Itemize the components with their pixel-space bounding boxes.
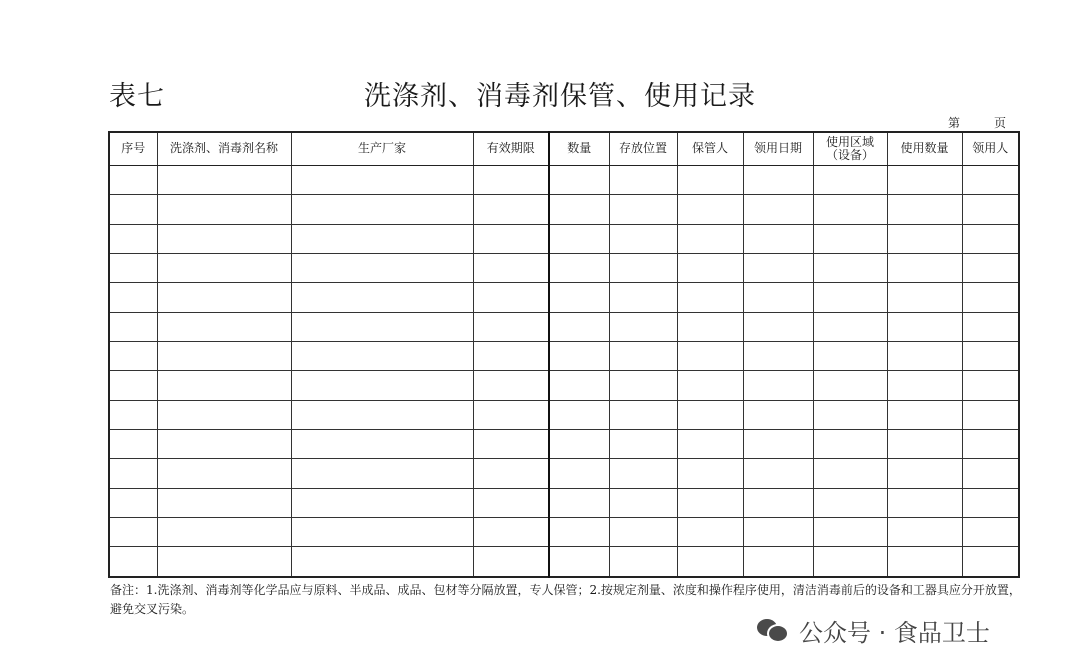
document-title: 洗涤剂、消毒剂保管、使用记录 xyxy=(364,81,756,112)
table-cell[interactable] xyxy=(291,224,473,253)
table-cell[interactable] xyxy=(109,283,157,312)
column-header: 洗涤剂、消毒剂名称 xyxy=(157,132,291,166)
table-cell[interactable] xyxy=(743,254,813,283)
table-cell[interactable] xyxy=(157,547,291,577)
table-cell[interactable] xyxy=(609,166,677,195)
table-cell[interactable] xyxy=(157,224,291,253)
table-cell[interactable] xyxy=(677,371,743,400)
table-cell[interactable] xyxy=(109,342,157,371)
table-cell[interactable] xyxy=(549,342,609,371)
table-cell[interactable] xyxy=(609,312,677,341)
page-number xyxy=(948,114,1006,131)
table-cell[interactable] xyxy=(813,371,887,400)
table-cell[interactable] xyxy=(813,342,887,371)
table-cell[interactable] xyxy=(549,459,609,488)
table-row xyxy=(109,488,1019,517)
table-cell[interactable] xyxy=(962,518,1019,547)
table-cell[interactable] xyxy=(609,371,677,400)
table-cell[interactable] xyxy=(887,459,962,488)
table-cell[interactable] xyxy=(677,430,743,459)
table-cell[interactable] xyxy=(609,342,677,371)
table-cell[interactable] xyxy=(609,459,677,488)
table-row xyxy=(109,518,1019,547)
table-cell[interactable] xyxy=(157,312,291,341)
table-cell[interactable] xyxy=(743,488,813,517)
column-header: 数量 xyxy=(549,132,609,166)
table-cell[interactable] xyxy=(291,488,473,517)
table-cell[interactable] xyxy=(291,195,473,224)
column-header: 保管人 xyxy=(677,132,743,166)
table-cell[interactable] xyxy=(473,518,549,547)
column-header-label: 使用区域 （设备） xyxy=(825,134,874,162)
table-cell[interactable] xyxy=(549,488,609,517)
table-cell[interactable] xyxy=(473,195,549,224)
table-cell[interactable] xyxy=(677,400,743,429)
table-cell[interactable] xyxy=(743,342,813,371)
table-cell[interactable] xyxy=(473,371,549,400)
table-cell[interactable] xyxy=(962,166,1019,195)
table-cell[interactable] xyxy=(109,371,157,400)
table-row xyxy=(109,254,1019,283)
table-cell[interactable] xyxy=(887,547,962,577)
table-cell[interactable] xyxy=(549,371,609,400)
column-header: 存放位置 xyxy=(609,132,677,166)
table-cell[interactable] xyxy=(473,400,549,429)
table-cell[interactable] xyxy=(887,195,962,224)
table-cell[interactable] xyxy=(743,195,813,224)
table-cell[interactable] xyxy=(813,400,887,429)
table-row xyxy=(109,283,1019,312)
watermark xyxy=(757,613,990,648)
table-cell[interactable] xyxy=(291,342,473,371)
column-header xyxy=(813,132,887,166)
table-cell[interactable] xyxy=(887,342,962,371)
table-cell[interactable] xyxy=(743,547,813,577)
table-cell[interactable] xyxy=(549,254,609,283)
table-cell[interactable] xyxy=(109,224,157,253)
table-cell[interactable] xyxy=(109,400,157,429)
table-cell[interactable] xyxy=(291,371,473,400)
table-cell[interactable] xyxy=(609,224,677,253)
table-cell[interactable] xyxy=(609,547,677,577)
table-cell[interactable] xyxy=(813,488,887,517)
table-cell[interactable] xyxy=(813,547,887,577)
table-cell[interactable] xyxy=(291,254,473,283)
table-cell[interactable] xyxy=(473,166,549,195)
table-cell[interactable] xyxy=(473,430,549,459)
column-header: 生产厂家 xyxy=(291,132,473,166)
remarks-note: 备注：1.洗涤剂、消毒剂等化学品应与原料、半成品、成品、包材等分隔放置，专人保管；2.按规定剂量、浓度和操作程序使用，清洁消毒前后的设备和工器具应分开放置，避免交叉污染。 xyxy=(110,583,1021,616)
table-cell[interactable] xyxy=(609,518,677,547)
table-cell[interactable] xyxy=(813,224,887,253)
table-cell[interactable] xyxy=(473,312,549,341)
table-row xyxy=(109,342,1019,371)
table-cell[interactable] xyxy=(157,195,291,224)
table-cell[interactable] xyxy=(609,254,677,283)
table-row xyxy=(109,195,1019,224)
table-header-row xyxy=(109,132,1019,166)
table-cell[interactable] xyxy=(609,430,677,459)
table-row xyxy=(109,547,1019,577)
table-cell[interactable] xyxy=(962,312,1019,341)
table-cell[interactable] xyxy=(743,459,813,488)
column-header: 序号 xyxy=(109,132,157,166)
watermark-text: 公众号 · 食品卫士 xyxy=(799,619,990,647)
table-cell[interactable] xyxy=(962,430,1019,459)
table-cell[interactable] xyxy=(813,166,887,195)
table-cell[interactable] xyxy=(887,430,962,459)
table-cell[interactable] xyxy=(473,342,549,371)
table-cell[interactable] xyxy=(962,488,1019,517)
table-cell[interactable] xyxy=(157,254,291,283)
table-cell[interactable] xyxy=(677,166,743,195)
table-cell[interactable] xyxy=(887,518,962,547)
table-cell[interactable] xyxy=(743,430,813,459)
table-cell[interactable] xyxy=(677,224,743,253)
column-header: 使用数量 xyxy=(887,132,962,166)
table-cell[interactable] xyxy=(962,342,1019,371)
table-cell[interactable] xyxy=(473,254,549,283)
table-row xyxy=(109,459,1019,488)
record-table xyxy=(108,131,1020,578)
table-cell[interactable] xyxy=(887,400,962,429)
table-cell[interactable] xyxy=(549,547,609,577)
table-cell[interactable] xyxy=(109,547,157,577)
table-cell[interactable] xyxy=(109,459,157,488)
table-cell[interactable] xyxy=(549,430,609,459)
table-cell[interactable] xyxy=(157,166,291,195)
table-cell[interactable] xyxy=(109,195,157,224)
table-cell[interactable] xyxy=(677,547,743,577)
table-cell[interactable] xyxy=(962,195,1019,224)
table-row xyxy=(109,224,1019,253)
table-cell[interactable] xyxy=(887,283,962,312)
table-cell[interactable] xyxy=(962,459,1019,488)
table-row xyxy=(109,400,1019,429)
table-cell[interactable] xyxy=(743,312,813,341)
table-cell[interactable] xyxy=(887,224,962,253)
table-row xyxy=(109,371,1019,400)
page-prefix: 第 xyxy=(948,116,961,130)
table-cell[interactable] xyxy=(962,400,1019,429)
table-cell[interactable] xyxy=(291,400,473,429)
table-cell[interactable] xyxy=(677,195,743,224)
table-cell[interactable] xyxy=(157,283,291,312)
table-cell[interactable] xyxy=(549,518,609,547)
table-cell[interactable] xyxy=(813,254,887,283)
table-cell[interactable] xyxy=(609,400,677,429)
table-cell[interactable] xyxy=(109,518,157,547)
table-cell[interactable] xyxy=(609,195,677,224)
table-cell[interactable] xyxy=(887,166,962,195)
wechat-icon xyxy=(757,617,791,645)
table-cell[interactable] xyxy=(291,547,473,577)
page-suffix: 页 xyxy=(994,116,1007,130)
table-cell[interactable] xyxy=(743,166,813,195)
table-cell[interactable] xyxy=(743,400,813,429)
table-cell[interactable] xyxy=(887,371,962,400)
table-cell[interactable] xyxy=(813,459,887,488)
table-cell[interactable] xyxy=(677,342,743,371)
table-cell[interactable] xyxy=(743,371,813,400)
table-cell[interactable] xyxy=(677,459,743,488)
table-cell[interactable] xyxy=(473,224,549,253)
table-cell[interactable] xyxy=(549,166,609,195)
table-cell[interactable] xyxy=(157,342,291,371)
table-number-label: 表七 xyxy=(109,81,165,112)
column-header: 有效期限 xyxy=(473,132,549,166)
table-cell[interactable] xyxy=(473,547,549,577)
table-cell[interactable] xyxy=(291,283,473,312)
column-header: 领用人 xyxy=(962,132,1019,166)
table-cell[interactable] xyxy=(549,195,609,224)
table-cell[interactable] xyxy=(813,430,887,459)
table-cell[interactable] xyxy=(813,195,887,224)
table-cell[interactable] xyxy=(962,254,1019,283)
table-cell[interactable] xyxy=(109,166,157,195)
table-row xyxy=(109,312,1019,341)
table-cell[interactable] xyxy=(677,518,743,547)
table-cell[interactable] xyxy=(962,371,1019,400)
table-cell[interactable] xyxy=(677,488,743,517)
table-cell[interactable] xyxy=(157,518,291,547)
table-cell[interactable] xyxy=(743,224,813,253)
table-cell[interactable] xyxy=(743,518,813,547)
table-cell[interactable] xyxy=(473,283,549,312)
table-cell[interactable] xyxy=(291,430,473,459)
column-header: 领用日期 xyxy=(743,132,813,166)
table-cell[interactable] xyxy=(291,312,473,341)
table-cell[interactable] xyxy=(887,488,962,517)
table-cell[interactable] xyxy=(291,166,473,195)
table-row xyxy=(109,430,1019,459)
table-cell[interactable] xyxy=(109,430,157,459)
table-cell[interactable] xyxy=(549,224,609,253)
table-body xyxy=(109,166,1019,578)
table-cell[interactable] xyxy=(962,283,1019,312)
table-cell[interactable] xyxy=(549,312,609,341)
table-cell[interactable] xyxy=(813,518,887,547)
table-cell[interactable] xyxy=(157,430,291,459)
table-cell[interactable] xyxy=(109,254,157,283)
table-cell[interactable] xyxy=(157,371,291,400)
table-cell[interactable] xyxy=(677,283,743,312)
table-cell[interactable] xyxy=(473,459,549,488)
table-cell[interactable] xyxy=(109,312,157,341)
table-cell[interactable] xyxy=(887,254,962,283)
table-cell[interactable] xyxy=(549,400,609,429)
table-cell[interactable] xyxy=(677,254,743,283)
table-cell[interactable] xyxy=(962,224,1019,253)
table-cell[interactable] xyxy=(609,488,677,517)
table-cell[interactable] xyxy=(962,547,1019,577)
table-cell[interactable] xyxy=(473,488,549,517)
table-cell[interactable] xyxy=(887,312,962,341)
table-cell[interactable] xyxy=(549,283,609,312)
table-row xyxy=(109,166,1019,195)
table-cell[interactable] xyxy=(109,488,157,517)
table-cell[interactable] xyxy=(157,400,291,429)
table-cell[interactable] xyxy=(291,518,473,547)
table-cell[interactable] xyxy=(291,459,473,488)
table-cell[interactable] xyxy=(677,312,743,341)
table-cell[interactable] xyxy=(157,459,291,488)
table-cell[interactable] xyxy=(813,312,887,341)
table-cell[interactable] xyxy=(157,488,291,517)
table-cell[interactable] xyxy=(813,283,887,312)
table-cell[interactable] xyxy=(743,283,813,312)
table-cell[interactable] xyxy=(609,283,677,312)
